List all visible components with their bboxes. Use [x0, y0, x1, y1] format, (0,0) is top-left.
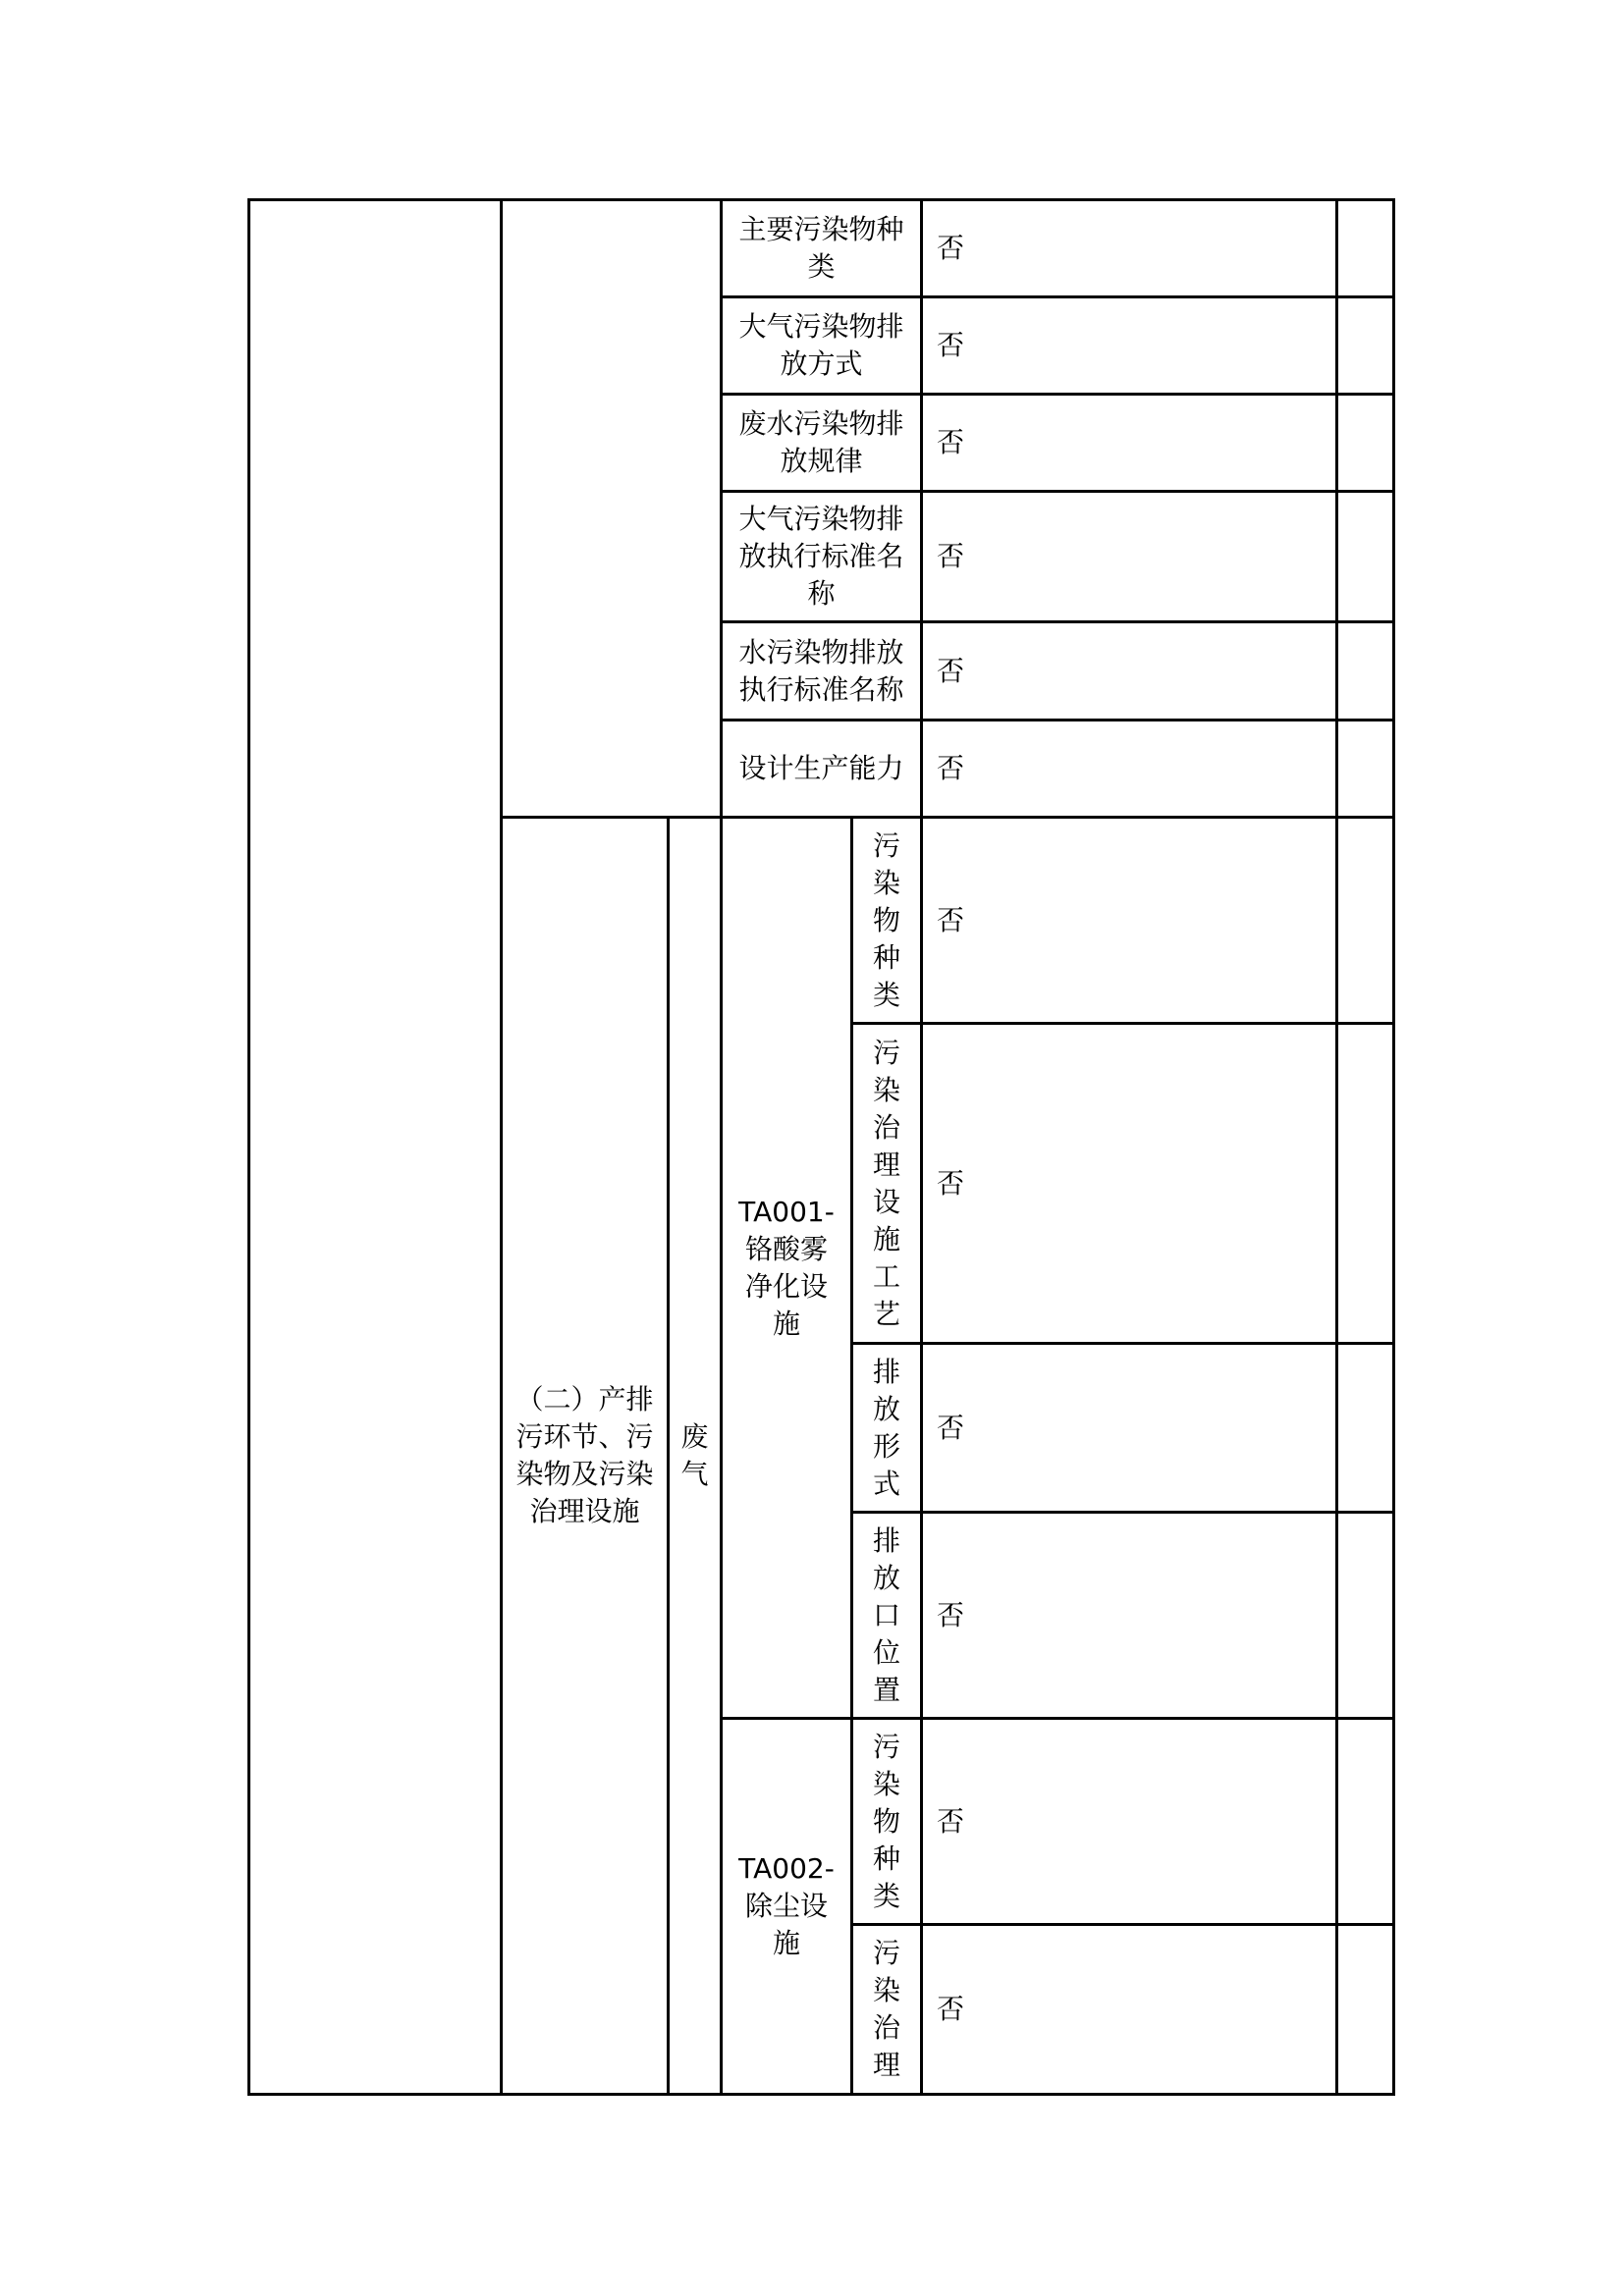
column-divider — [1335, 198, 1338, 2096]
section-label-cell — [503, 819, 667, 2093]
value-text: 否 — [937, 752, 965, 784]
table-border-left — [247, 198, 250, 2096]
value-text: 否 — [937, 426, 965, 458]
sub-item-cell — [853, 1345, 920, 1511]
value-cell — [923, 819, 1335, 1022]
value-text: 否 — [937, 1804, 965, 1838]
sub-item-label: 污染治理 — [872, 1937, 900, 2081]
value-text: 否 — [937, 329, 965, 361]
item-label: 主要污染物种类 — [738, 213, 904, 283]
sub-item-cell — [853, 1720, 920, 1923]
value-cell — [923, 1926, 1335, 2093]
category-label: 废气 — [680, 1420, 709, 1490]
sub-item-label: 污染物种类 — [872, 828, 900, 1011]
value-text: 否 — [937, 1598, 965, 1631]
category-cell — [670, 819, 720, 2093]
value-text: 否 — [937, 654, 965, 687]
value-text: 否 — [937, 540, 965, 572]
value-cell — [923, 721, 1335, 816]
value-cell — [923, 201, 1335, 295]
value-cell — [923, 1345, 1335, 1511]
item-label: 废水污染物排放规律 — [738, 407, 904, 477]
facility-name-cell — [723, 1720, 850, 2093]
sub-item-cell — [853, 1926, 920, 2093]
value-cell — [923, 396, 1335, 490]
sub-item-label: 污染治理设施工艺 — [872, 1036, 900, 1330]
sub-item-cell — [853, 819, 920, 1022]
sub-item-cell — [853, 1025, 920, 1342]
item-label: 大气污染物排放执行标准名称 — [738, 503, 904, 610]
value-text: 否 — [937, 1166, 965, 1200]
value-cell — [923, 298, 1335, 393]
value-cell — [923, 623, 1335, 719]
item-label: 大气污染物排放方式 — [738, 310, 904, 380]
item-cell — [723, 396, 920, 490]
value-text: 否 — [937, 1411, 965, 1444]
item-cell — [723, 298, 920, 393]
value-text: 否 — [937, 903, 965, 936]
sub-item-cell — [853, 1514, 920, 1717]
item-label: 设计生产能力 — [738, 752, 904, 784]
item-cell — [723, 493, 920, 620]
facility-name: TA001-铬酸雾净化设施 — [738, 1195, 835, 1340]
sub-item-label: 排放口位置 — [872, 1523, 900, 1706]
table-border-bottom — [247, 2093, 1395, 2096]
item-cell — [723, 201, 920, 295]
facility-name-cell — [723, 819, 850, 1717]
value-cell — [923, 1720, 1335, 1923]
sub-item-label: 污染物种类 — [872, 1730, 900, 1912]
value-text: 否 — [937, 1993, 965, 2025]
value-cell — [923, 1025, 1335, 1342]
item-label: 水污染物排放执行标准名称 — [738, 635, 904, 706]
facility-name: TA002-除尘设施 — [738, 1852, 835, 1959]
item-cell — [723, 721, 920, 816]
sub-item-label: 排放形式 — [872, 1355, 900, 1500]
value-text: 否 — [937, 232, 965, 264]
section-label: （二）产排污环节、污染物及污染治理设施 — [515, 1383, 654, 1527]
table-border-right — [1392, 198, 1395, 2096]
value-cell — [923, 1514, 1335, 1717]
value-cell — [923, 493, 1335, 620]
item-cell — [723, 623, 920, 719]
